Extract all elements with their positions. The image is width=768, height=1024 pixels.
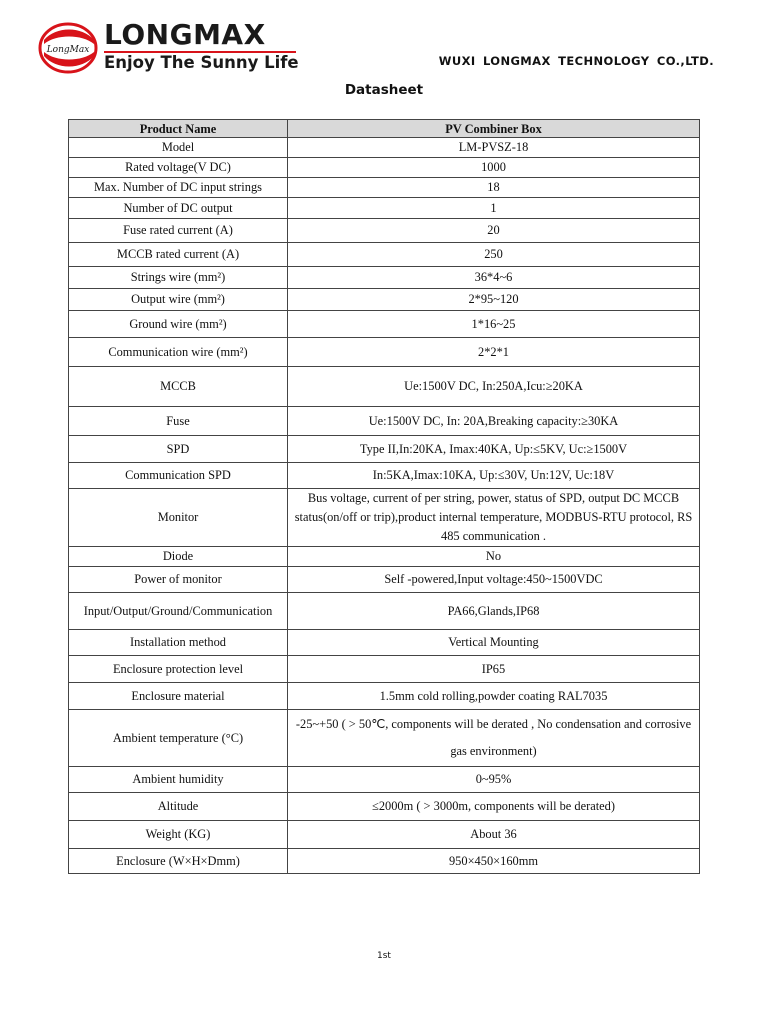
spec-label: Input/Output/Ground/Communication — [69, 593, 288, 630]
spec-value: 250 — [288, 243, 700, 267]
spec-label: Output wire (mm²) — [69, 289, 288, 311]
table-row — [69, 367, 700, 407]
table-row — [69, 267, 700, 289]
spec-value: -25~+50 ( > 50℃, components will be derated , No condensation and corrosive gas environment) — [288, 710, 700, 767]
table-row — [69, 407, 700, 436]
spec-label: Enclosure (W×H×Dmm) — [69, 849, 288, 874]
spec-value: 950×450×160mm — [288, 849, 700, 874]
spec-label: Power of monitor — [69, 567, 288, 593]
table-row — [69, 311, 700, 338]
table-row — [69, 178, 700, 198]
spec-label: Ambient temperature (°C) — [69, 710, 288, 767]
table-row — [69, 138, 700, 158]
spec-label: Weight (KG) — [69, 821, 288, 849]
spec-label: Max. Number of DC input strings — [69, 178, 288, 198]
spec-label: Monitor — [69, 489, 288, 547]
brand-name: LONGMAX — [104, 18, 266, 51]
spec-label: Communication wire (mm²) — [69, 338, 288, 367]
spec-value: About 36 — [288, 821, 700, 849]
table-row — [69, 158, 700, 178]
spec-value: 1 — [288, 198, 700, 219]
spec-value: 36*4~6 — [288, 267, 700, 289]
spec-label: Number of DC output — [69, 198, 288, 219]
spec-value: In:5KA,Imax:10KA, Up:≤30V, Un:12V, Uc:18V — [288, 463, 700, 489]
spec-value: ≤2000m ( > 3000m, components will be derated) — [288, 793, 700, 821]
logo-badge-text: LongMax — [46, 45, 90, 55]
spec-value: Ue:1500V DC, In:250A,Icu:≥20KA — [288, 367, 700, 407]
spec-label: Model — [69, 138, 288, 158]
table-row — [69, 793, 700, 821]
page-number: 1st — [377, 951, 391, 961]
spec-label: Diode — [69, 547, 288, 567]
spec-value: 1.5mm cold rolling,powder coating RAL7035 — [288, 683, 700, 710]
table-row — [69, 243, 700, 267]
brand-tagline: Enjoy The Sunny Life — [104, 53, 299, 72]
longmax-logo-icon — [38, 22, 98, 74]
table-row — [69, 710, 700, 767]
spec-label: Altitude — [69, 793, 288, 821]
spec-label: Rated voltage(V DC) — [69, 158, 288, 178]
spec-label: Strings wire (mm²) — [69, 267, 288, 289]
table-row — [69, 683, 700, 710]
spec-value: Ue:1500V DC, In: 20A,Breaking capacity:≥30KA — [288, 407, 700, 436]
spec-value: No — [288, 547, 700, 567]
spec-value: 2*95~120 — [288, 289, 700, 311]
spec-label: Enclosure protection level — [69, 656, 288, 683]
spec-label: SPD — [69, 436, 288, 463]
spec-value: LM-PVSZ-18 — [288, 138, 700, 158]
spec-label: Fuse rated current (A) — [69, 219, 288, 243]
table-row — [69, 593, 700, 630]
spec-value: Type II,In:20KA, Imax:40KA, Up:≤5KV, Uc:≥1500V — [288, 436, 700, 463]
spec-value: IP65 — [288, 656, 700, 683]
spec-value: Bus voltage, current of per string, power, status of SPD, output DC MCCB status(on/off or trip),product internal temperature, MODBUS-RTU protocol, RS 485 communication . — [288, 489, 700, 547]
table-row — [69, 436, 700, 463]
spec-label: MCCB rated current (A) — [69, 243, 288, 267]
spec-label: Fuse — [69, 407, 288, 436]
spec-label: Ground wire (mm²) — [69, 311, 288, 338]
spec-value: 20 — [288, 219, 700, 243]
spec-value: 1*16~25 — [288, 311, 700, 338]
company-logo — [38, 18, 300, 74]
spec-label: Ambient humidity — [69, 767, 288, 793]
company-name: WUXI LONGMAX TECHNOLOGY CO.,LTD. — [438, 54, 714, 68]
page-title: Datasheet — [344, 82, 424, 98]
table-row — [69, 489, 700, 547]
table-row — [69, 198, 700, 219]
table-row — [69, 656, 700, 683]
table-row — [69, 463, 700, 489]
header-product-name: Product Name — [69, 120, 288, 138]
table-row — [69, 219, 700, 243]
table-row — [69, 547, 700, 567]
spec-value: 18 — [288, 178, 700, 198]
spec-table — [68, 119, 700, 874]
spec-value: Self -powered,Input voltage:450~1500VDC — [288, 567, 700, 593]
table-row — [69, 767, 700, 793]
table-row — [69, 821, 700, 849]
spec-value: 1000 — [288, 158, 700, 178]
table-row — [69, 567, 700, 593]
header-product-value: PV Combiner Box — [288, 120, 700, 138]
table-row — [69, 289, 700, 311]
spec-label: Communication SPD — [69, 463, 288, 489]
spec-value: PA66,Glands,IP68 — [288, 593, 700, 630]
spec-value: Vertical Mounting — [288, 630, 700, 656]
table-row — [69, 849, 700, 874]
spec-label: Enclosure material — [69, 683, 288, 710]
table-row — [69, 338, 700, 367]
spec-label: Installation method — [69, 630, 288, 656]
table-row — [69, 630, 700, 656]
table-header-row — [69, 120, 700, 138]
spec-value: 0~95% — [288, 767, 700, 793]
spec-label: MCCB — [69, 367, 288, 407]
spec-value: 2*2*1 — [288, 338, 700, 367]
